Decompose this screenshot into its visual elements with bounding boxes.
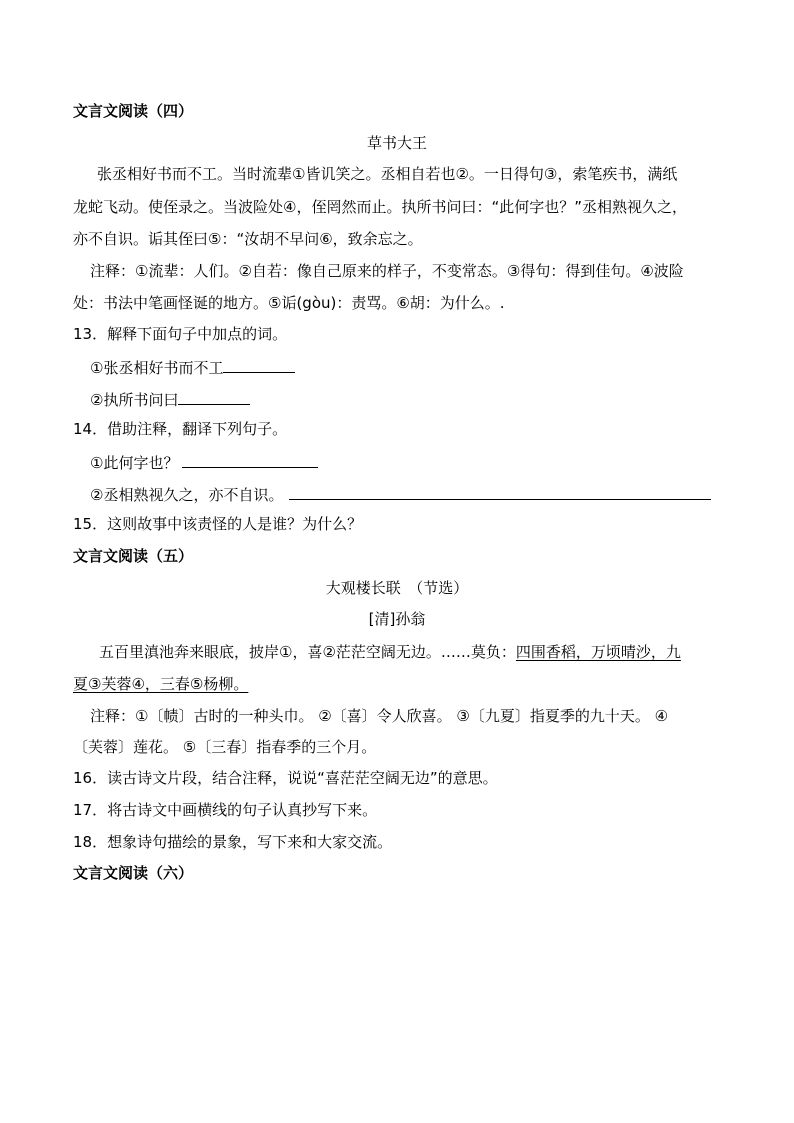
answer-blank-14-1[interactable] bbox=[182, 451, 318, 468]
question-13-item-1-text: ①张丞相好书而不工 bbox=[90, 359, 224, 377]
question-14-item-1 bbox=[90, 451, 318, 473]
underlined-sentence-part-2: 夏③芙蓉④，三春⑤杨柳。 bbox=[73, 675, 249, 693]
section5-passage-line-1 bbox=[99, 642, 681, 662]
section4-passage-line-3: 亦不自识。诟其侄曰⑤：“汝胡不早问⑥，致余忘之。 bbox=[73, 230, 423, 248]
section4-notes-line-1: 注释：①流辈：人们。②自若：像自己原来的样子，不变常态。③得句：得到佳句。④波险 bbox=[90, 262, 684, 280]
question-13-item-1 bbox=[90, 356, 295, 378]
question-13-item-2 bbox=[90, 388, 250, 410]
section4-passage-line-1: 张丞相好书而不工。当时流辈①皆讥笑之。丞相自若也②。一日得句③，索笔疾书，满纸 bbox=[97, 165, 678, 183]
section5-passage-line-2 bbox=[73, 674, 248, 694]
answer-blank-13-1[interactable] bbox=[223, 356, 295, 373]
question-16: 16．读古诗文片段，结合注释，说说“喜茫茫空阔无边”的意思。 bbox=[73, 769, 498, 787]
question-13: 13．解释下面句子中加点的词。 bbox=[73, 325, 288, 343]
section5-heading: 文言文阅读（五） bbox=[73, 547, 194, 565]
answer-blank-14-2[interactable] bbox=[289, 483, 711, 500]
question-14: 14．借助注释，翻译下列句子。 bbox=[73, 420, 288, 438]
section5-notes-line-2: 〔芙蓉〕莲花。 ⑤〔三春〕指春季的三个月。 bbox=[73, 738, 377, 756]
section5-notes-line-1: 注释：①〔帻〕古时的一种头巾。 ②〔喜〕令人欣喜。 ③〔九夏〕指夏季的九十天。 ④ bbox=[90, 707, 669, 725]
question-17: 17．将古诗文中画横线的句子认真抄写下来。 bbox=[73, 801, 378, 819]
question-14-item-1-text: ①此何字也？ bbox=[90, 454, 179, 472]
question-18: 18．想象诗句描绘的景象，写下来和大家交流。 bbox=[73, 833, 393, 851]
question-15: 15．这则故事中该责怪的人是谁？为什么？ bbox=[73, 515, 363, 533]
section4-title: 草书大王 bbox=[366, 134, 427, 152]
section4-heading: 文言文阅读（四） bbox=[73, 102, 194, 120]
section6-heading: 文言文阅读（六） bbox=[73, 864, 194, 882]
answer-blank-13-2[interactable] bbox=[178, 388, 250, 405]
section4-passage-line-2: 龙蛇飞动。使侄录之。当波险处④，侄罔然而止。执所书问曰：“此何字也？”丞相熟视久之， bbox=[73, 198, 687, 216]
question-14-item-2-text: ②丞相熟视久之，亦不自识。 bbox=[90, 486, 284, 504]
section5-title: 大观楼长联 （节选） bbox=[325, 579, 469, 597]
question-14-item-2 bbox=[90, 483, 711, 505]
question-13-item-2-text: ②执所书问曰 bbox=[90, 391, 179, 409]
underlined-sentence-part-1: 四围香稻，万顷晴沙，九 bbox=[515, 643, 681, 661]
section5-passage-plain: 五百里滇池奔来眼底，披岸①，喜②茫茫空阔无边。……莫负： bbox=[99, 643, 516, 661]
section5-author: [清]孙翁 bbox=[368, 610, 426, 628]
section4-notes-line-2: 处：书法中笔画怪诞的地方。⑤诟(gòu)：责骂。⑥胡：为什么。. bbox=[73, 294, 505, 312]
